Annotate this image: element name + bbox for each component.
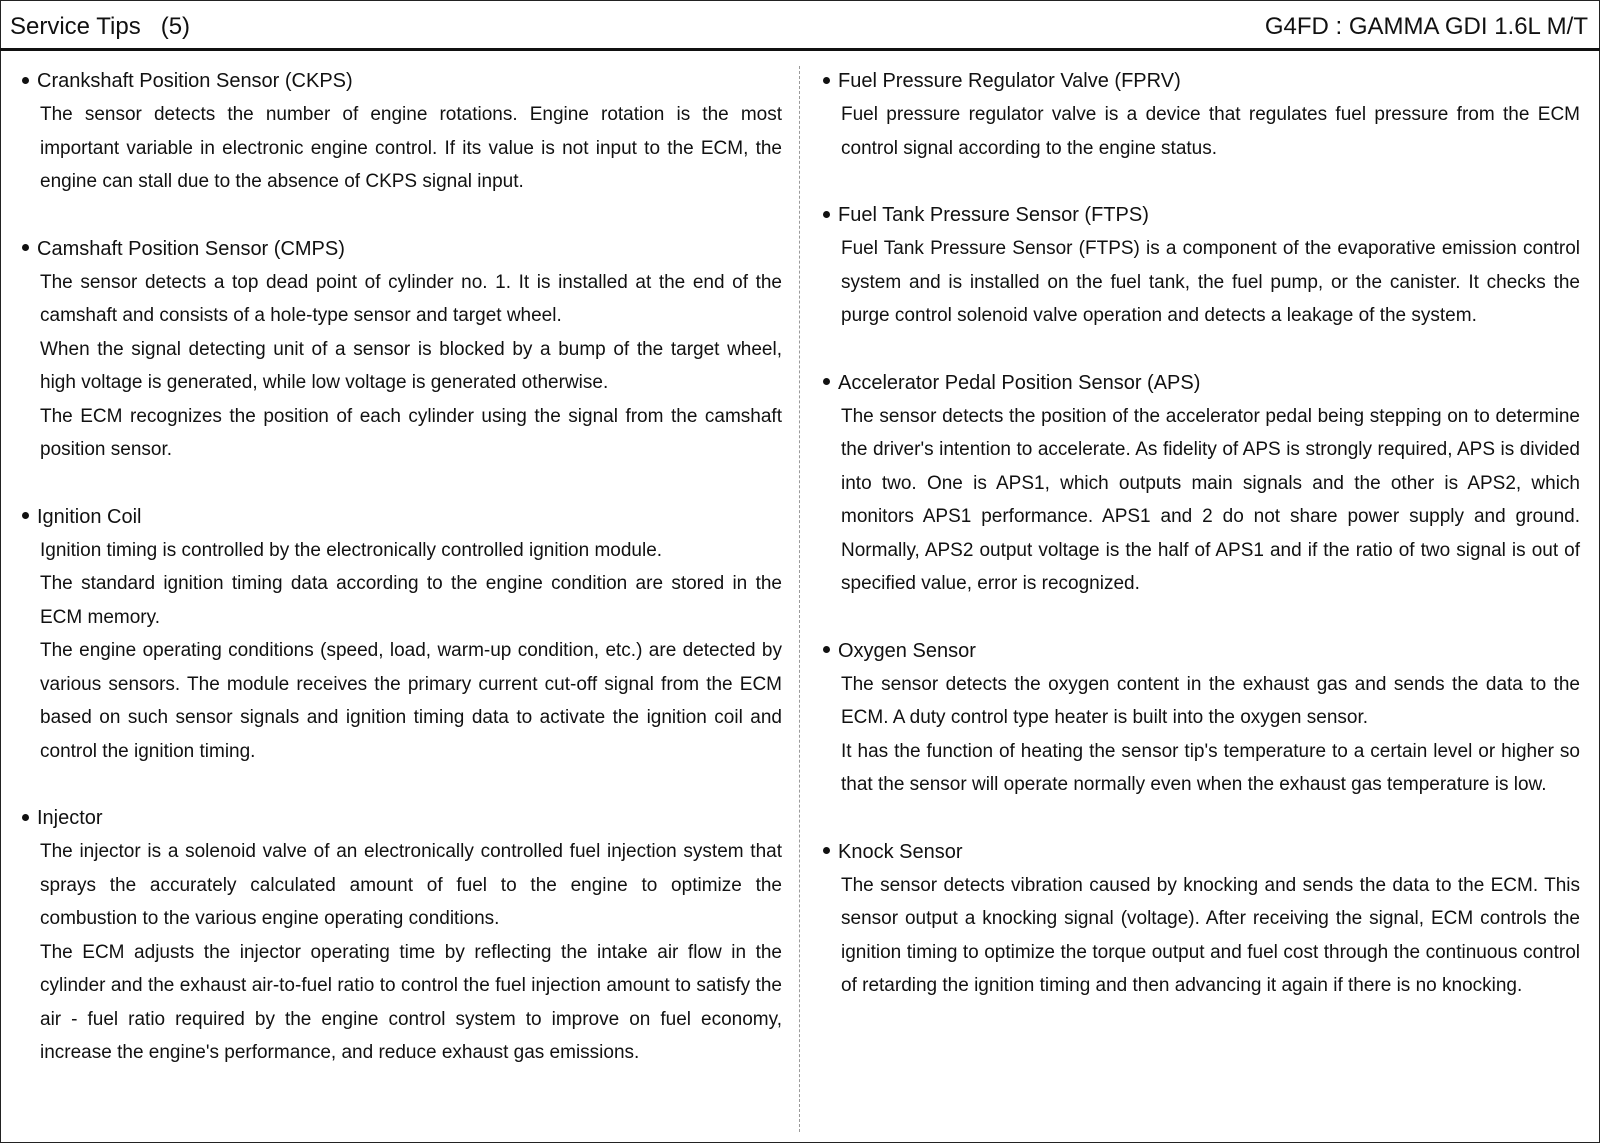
section-body xyxy=(823,668,1580,802)
section-heading xyxy=(22,500,782,534)
section-paragraph: The sensor detects a top dead point of cylinder no. 1. It is installed at the end of the camshaft and consists of a hole-type sensor and target wheel. xyxy=(40,271,782,326)
section-title: Fuel Tank Pressure Sensor (FTPS) xyxy=(838,204,1149,226)
section-paragraph: The ECM adjusts the injector operating time by reflecting the intake air flow in the cylinder and the exhaust air-to-fuel ratio to control the fuel injection amount to satisfy the air - fuel ratio required by the engine control system to improve on fuel economy, increase the engine's performance, and reduce exhaust gas emissions. xyxy=(40,941,782,1063)
section-ignition-coil xyxy=(22,500,782,769)
bullet-icon xyxy=(22,814,29,821)
section-body xyxy=(823,869,1580,1003)
bullet-icon xyxy=(823,847,830,854)
bullet-icon xyxy=(22,77,29,84)
section-heading xyxy=(22,64,782,98)
section-paragraph: The engine operating conditions (speed, load, warm-up condition, etc.) are detected by various sensors. The module receives the primary current cut-off signal from the ECM based on such sensor signals and ignition timing data to activate the ignition coil and control the ignition timing. xyxy=(40,640,782,762)
section-heading xyxy=(823,634,1580,668)
section-heading xyxy=(22,232,782,266)
section-title: Crankshaft Position Sensor (CKPS) xyxy=(37,70,353,92)
section-oxygen-sensor xyxy=(823,634,1580,802)
section-paragraph: Fuel pressure regulator valve is a device that regulates fuel pressure from the ECM control signal according to the engine status. xyxy=(841,104,1580,159)
column-divider xyxy=(799,66,800,1132)
section-heading xyxy=(823,835,1580,869)
right-column xyxy=(823,64,1580,1003)
section-injector xyxy=(22,801,782,1070)
section-ftps xyxy=(823,198,1580,333)
section-heading xyxy=(823,366,1580,400)
section-paragraph: The sensor detects the position of the accelerator pedal being stepping on to determine the driver's intention to accelerate. As fidelity of APS is strongly required, APS is divided into two. One is APS1, which outputs main signals and the other is APS2, which monitors APS1 performance. APS1 and 2 do not share power supply and ground. Normally, APS2 output voltage is the half of APS1 and if the ratio of two signal is out of specified value, error is recognized. xyxy=(841,405,1580,594)
section-title: Accelerator Pedal Position Sensor (APS) xyxy=(838,371,1201,394)
section-paragraph: Fuel Tank Pressure Sensor (FTPS) is a component of the evaporative emission control system and is installed on the fuel tank, the fuel pump, or the canister. It checks the purge control solenoid valve operation and detects a leakage of the system. xyxy=(841,238,1580,326)
section-paragraph: When the signal detecting unit of a sensor is blocked by a bump of the target wheel, high voltage is generated, while low voltage is generated otherwise. xyxy=(40,338,782,393)
section-paragraph: It has the function of heating the sensor tip's temperature to a certain level or higher so that the sensor will operate normally even when the exhaust gas temperature is low. xyxy=(841,740,1580,795)
section-paragraph: The sensor detects the oxygen content in the exhaust gas and sends the data to the ECM. A duty control type heater is built into the oxygen sensor. xyxy=(841,673,1580,728)
section-title: Knock Sensor xyxy=(838,840,963,863)
page-title: Service Tips (5) xyxy=(10,13,191,40)
section-paragraph: The standard ignition timing data according to the engine condition are stored in the ECM memory. xyxy=(40,573,782,628)
section-body xyxy=(823,400,1580,601)
bullet-icon xyxy=(823,646,830,653)
section-title: Camshaft Position Sensor (CMPS) xyxy=(37,237,345,260)
bullet-icon xyxy=(22,244,29,251)
section-body xyxy=(823,232,1580,333)
section-paragraph: The ECM recognizes the position of each cylinder using the signal from the camshaft position sensor. xyxy=(40,405,782,460)
bullet-icon xyxy=(22,512,29,519)
section-paragraph: The sensor detects vibration caused by knocking and sends the data to the ECM. This sensor output a knocking signal (voltage). After receiving the signal, ECM controls the ignition timing to optimize the torque output and fuel cost through the continuous control of retarding the ignition timing and then advancing it again if there is no knocking. xyxy=(841,874,1580,996)
section-body xyxy=(22,534,782,769)
section-cmps xyxy=(22,232,782,467)
section-body xyxy=(22,835,782,1070)
section-knock-sensor xyxy=(823,835,1580,1003)
section-paragraph: Ignition timing is controlled by the electronically controlled ignition module. xyxy=(40,539,663,561)
engine-model-label: G4FD : GAMMA GDI 1.6L M/T xyxy=(1264,13,1588,40)
section-title: Ignition Coil xyxy=(37,505,142,528)
section-body xyxy=(823,98,1580,165)
left-column xyxy=(22,64,782,1070)
section-body xyxy=(22,98,782,199)
section-heading xyxy=(823,198,1580,232)
section-paragraph: The sensor detects the number of engine rotations. Engine rotation is the most important variable in electronic engine control. If its value is not input to the ECM, the engine can stall due to the absence of CKPS signal input. xyxy=(40,104,782,192)
section-body xyxy=(22,266,782,467)
section-heading xyxy=(22,801,782,835)
bullet-icon xyxy=(823,378,830,385)
bullet-icon xyxy=(823,77,830,84)
section-title: Injector xyxy=(37,807,103,829)
section-title: Oxygen Sensor xyxy=(838,639,976,662)
section-heading xyxy=(823,64,1580,98)
section-fprv xyxy=(823,64,1580,165)
section-paragraph: The injector is a solenoid valve of an electronically controlled fuel injection system that sprays the accurately calculated amount of fuel to the engine to optimize the combustion to the various engine operating conditions. xyxy=(40,841,782,929)
section-ckps xyxy=(22,64,782,199)
section-title: Fuel Pressure Regulator Valve (FPRV) xyxy=(838,70,1181,92)
bullet-icon xyxy=(823,211,830,218)
page-header xyxy=(0,0,1600,51)
section-aps xyxy=(823,366,1580,601)
